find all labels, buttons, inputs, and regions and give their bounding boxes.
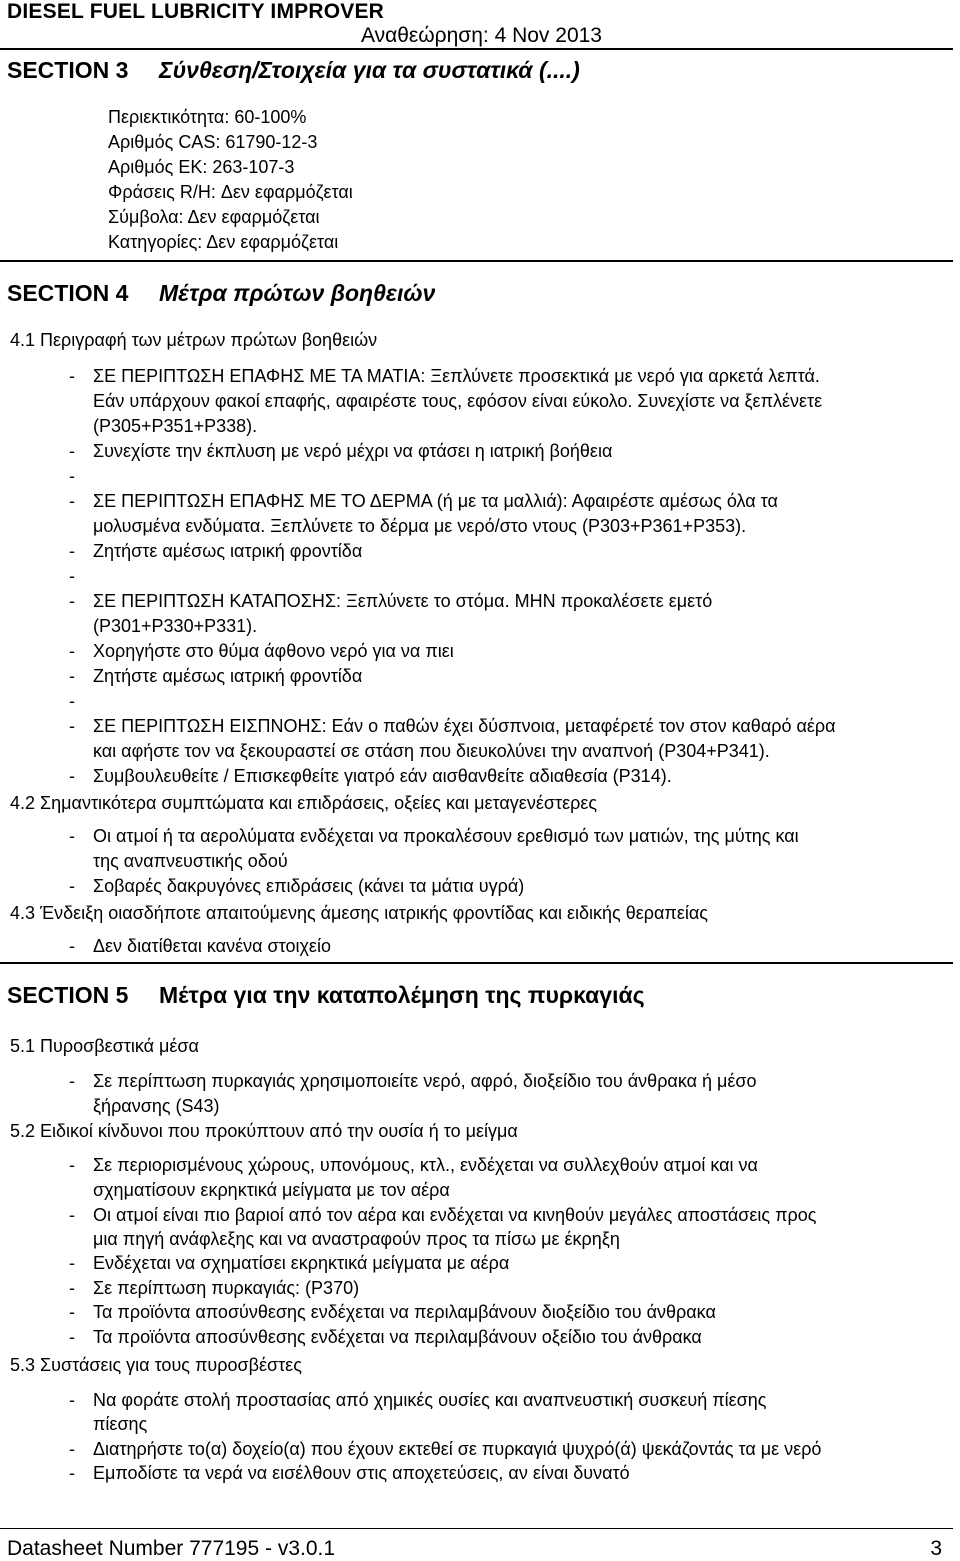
section-3-heading	[7, 57, 953, 84]
datasheet-number: Datasheet Number 777195 - v3.0.1	[7, 1537, 336, 1560]
bullet-dash: -	[69, 466, 75, 486]
hazard-line: Οι ατμοί είναι πιο βαριοί από τον αέρα και ενδέχεται να κινηθούν μεγάλες αποστάσεις προς	[93, 1205, 817, 1225]
section-number: SECTION 5	[7, 982, 129, 1008]
bullet-dash: -	[69, 1439, 75, 1459]
extinguishing-line: Σε περίπτωση πυρκαγιάς χρησιμοποιείτε νερό, αφρό, διοξείδιο του άνθρακα ή μέσο	[93, 1071, 757, 1091]
bullet-dash: -	[69, 441, 75, 461]
first-aid-line: Ζητήστε αμέσως ιατρική φροντίδα	[93, 666, 363, 686]
section-title: Μέτρα για την καταπολέμηση της πυρκαγιάς	[159, 982, 645, 1008]
first-aid-line: Ζητήστε αμέσως ιατρική φροντίδα	[93, 541, 363, 561]
bullet-dash: -	[69, 1253, 75, 1273]
firefighter-line: Εμποδίστε τα νερά να εισέλθουν στις αποχετεύσεις, αν είναι δυνατό	[93, 1463, 630, 1483]
section-divider	[0, 962, 953, 964]
composition-line: Περιεκτικότητα: 60-100%	[108, 107, 307, 127]
firefighter-line: Να φοράτε στολή προστασίας από χημικές ουσίες και αναπνευστική συσκευή πίεσης	[93, 1390, 767, 1410]
subsection-heading: 5.2 Ειδικοί κίνδυνοι που προκύπτουν από την ουσία ή το μείγμα	[10, 1121, 518, 1141]
hazard-line: Τα προϊόντα αποσύνθεσης ενδέχεται να περιλαμβάνουν διοξείδιο του άνθρακα	[93, 1302, 716, 1322]
bullet-dash: -	[69, 766, 75, 786]
bullet-dash: -	[69, 1071, 75, 1091]
first-aid-line: Συνεχίστε την έκπλυση με νερό μέχρι να φτάσει η ιατρική βοήθεια	[93, 441, 613, 461]
bullet-dash: -	[69, 716, 75, 736]
bullet-dash: -	[69, 541, 75, 561]
first-aid-line: Εάν υπάρχουν φακοί επαφής, αφαιρέστε τους, εφόσον είναι εύκολο. Συνεχίστε να ξεπλένετε	[93, 391, 823, 411]
composition-line: Αριθμός CAS: 61790-12-3	[108, 132, 318, 152]
composition-line: Κατηγορίες: Δεν εφαρμόζεται	[108, 232, 339, 252]
firefighter-line: πίεσης	[93, 1414, 148, 1434]
bullet-dash: -	[69, 1205, 75, 1225]
page-header	[7, 0, 960, 48]
subsection-heading: 5.3 Συστάσεις για τους πυροσβέστες	[10, 1355, 302, 1375]
bullet-dash: -	[69, 641, 75, 661]
subsection-heading: 4.2 Σημαντικότερα συμπτώματα και επιδράσεις, οξείες και μεταγενέστερες	[10, 793, 598, 813]
bullet-dash: -	[69, 366, 75, 386]
product-name: DIESEL FUEL LUBRICITY IMPROVER	[7, 0, 385, 23]
firefighter-line: Διατηρήστε το(α) δοχείο(α) που έχουν εκτεθεί σε πυρκαγιά ψυχρό(ά) ψεκάζοντάς τα με νερό	[93, 1439, 822, 1459]
bullet-dash: -	[69, 591, 75, 611]
bullet-dash: -	[69, 491, 75, 511]
footer-divider	[0, 1528, 953, 1529]
bullet-dash: -	[69, 936, 75, 956]
bullet-dash: -	[69, 1302, 75, 1322]
first-aid-line: ΣΕ ΠΕΡΙΠΤΩΣΗ ΕΙΣΠΝΟΗΣ: Εάν ο παθών έχει δύσπνοια, μεταφέρετέ τον στον καθαρό αέρα	[93, 716, 836, 736]
first-aid-line: μολυσμένα ενδύματα. Ξεπλύνετε το δέρμα με νερό/στο ντους (P303+P361+P353).	[93, 516, 747, 536]
bullet-dash: -	[69, 1278, 75, 1298]
section-number: SECTION 4	[7, 280, 129, 306]
first-aid-line: (P305+P351+P338).	[93, 416, 258, 436]
first-aid-line: (P301+P330+P331).	[93, 616, 258, 636]
section-divider	[0, 260, 953, 262]
section-title: Μέτρα πρώτων βοηθειών	[159, 280, 436, 306]
composition-line: Φράσεις R/H: Δεν εφαρμόζεται	[108, 182, 353, 202]
subsection-heading: 4.3 Ένδειξη οιασδήποτε απαιτούμενης άμεσης ιατρικής φροντίδας και ειδικής θεραπείας	[10, 903, 708, 923]
first-aid-line: ΣΕ ΠΕΡΙΠΤΩΣΗ ΕΠΑΦΗΣ ΜΕ ΤΑ ΜΑΤΙΑ: Ξεπλύνετε προσεκτικά με νερό για αρκετά λεπτά.	[93, 366, 820, 386]
hazard-line: σχηματίσουν εκρηκτικά μείγματα με τον αέρα	[93, 1180, 450, 1200]
hazard-line: μια πηγή ανάφλεξης και να αναστραφούν προς τα πίσω με έκρηξη	[93, 1229, 620, 1249]
bullet-dash: -	[69, 1463, 75, 1483]
bullet-dash: -	[69, 1155, 75, 1175]
composition-line: Σύμβολα: Δεν εφαρμόζεται	[108, 207, 320, 227]
hazard-line: Σε περίπτωση πυρκαγιάς: (P370)	[93, 1278, 360, 1298]
bullet-dash: -	[69, 1390, 75, 1410]
symptom-line: Σοβαρές δακρυγόνες επιδράσεις (κάνει τα μάτια υγρά)	[93, 876, 525, 896]
bullet-dash: -	[69, 666, 75, 686]
section-divider	[0, 48, 953, 50]
subsection-heading: 5.1 Πυροσβεστικά μέσα	[10, 1036, 199, 1056]
bullet-dash: -	[69, 876, 75, 896]
symptom-line: Οι ατμοί ή τα αερολύματα ενδέχεται να προκαλέσουν ερεθισμό των ματιών, της μύτης και	[93, 826, 799, 846]
bullet-dash: -	[69, 691, 75, 711]
first-aid-line: ΣΕ ΠΕΡΙΠΤΩΣΗ ΚΑΤΑΠΟΣΗΣ: Ξεπλύνετε το στόμα. ΜΗΝ προκαλέσετε εμετό	[93, 591, 713, 611]
first-aid-line: Συμβουλευθείτε / Επισκεφθείτε γιατρό εάν αισθανθείτε αδιαθεσία (P314).	[93, 766, 672, 786]
bullet-dash: -	[69, 826, 75, 846]
first-aid-line: και αφήστε τον να ξεκουραστεί σε στάση που διευκολύνει την αναπνοή (P304+P341).	[93, 741, 770, 761]
bullet-dash: -	[69, 1327, 75, 1347]
treatment-line: Δεν διατίθεται κανένα στοιχείο	[93, 936, 331, 956]
symptom-line: της αναπνευστικής οδού	[93, 851, 288, 871]
subsection-heading: 4.1 Περιγραφή των μέτρων πρώτων βοηθειών	[10, 330, 378, 350]
section-number: SECTION 3	[7, 57, 129, 83]
first-aid-line: Χορηγήστε στο θύμα άφθονο νερό για να πιει	[93, 641, 454, 661]
bullet-dash: -	[69, 566, 75, 586]
section-5-heading	[7, 982, 953, 1009]
hazard-line: Σε περιορισμένους χώρους, υπονόμους, κτλ., ενδέχεται να συλλεχθούν ατμοί και να	[93, 1155, 758, 1175]
hazard-line: Ενδέχεται να σχηματίσει εκρηκτικά μείγματα με αέρα	[93, 1253, 510, 1273]
page-number: 3	[930, 1537, 942, 1560]
composition-line: Αριθμός ΕΚ: 263-107-3	[108, 157, 295, 177]
section-4-heading	[7, 280, 953, 307]
first-aid-line: ΣΕ ΠΕΡΙΠΤΩΣΗ ΕΠΑΦΗΣ ΜΕ ΤΟ ΔΕΡΜΑ (ή με τα μαλλιά): Αφαιρέστε αμέσως όλα τα	[93, 491, 778, 511]
hazard-line: Τα προϊόντα αποσύνθεσης ενδέχεται να περιλαμβάνουν οξείδιο του άνθρακα	[93, 1327, 702, 1347]
revision-date: Αναθεώρηση: 4 Nov 2013	[360, 24, 602, 47]
section-title: Σύνθεση/Στοιχεία για τα συστατικά (....)	[159, 57, 580, 83]
extinguishing-line: ξήρανσης (S43)	[93, 1096, 220, 1116]
